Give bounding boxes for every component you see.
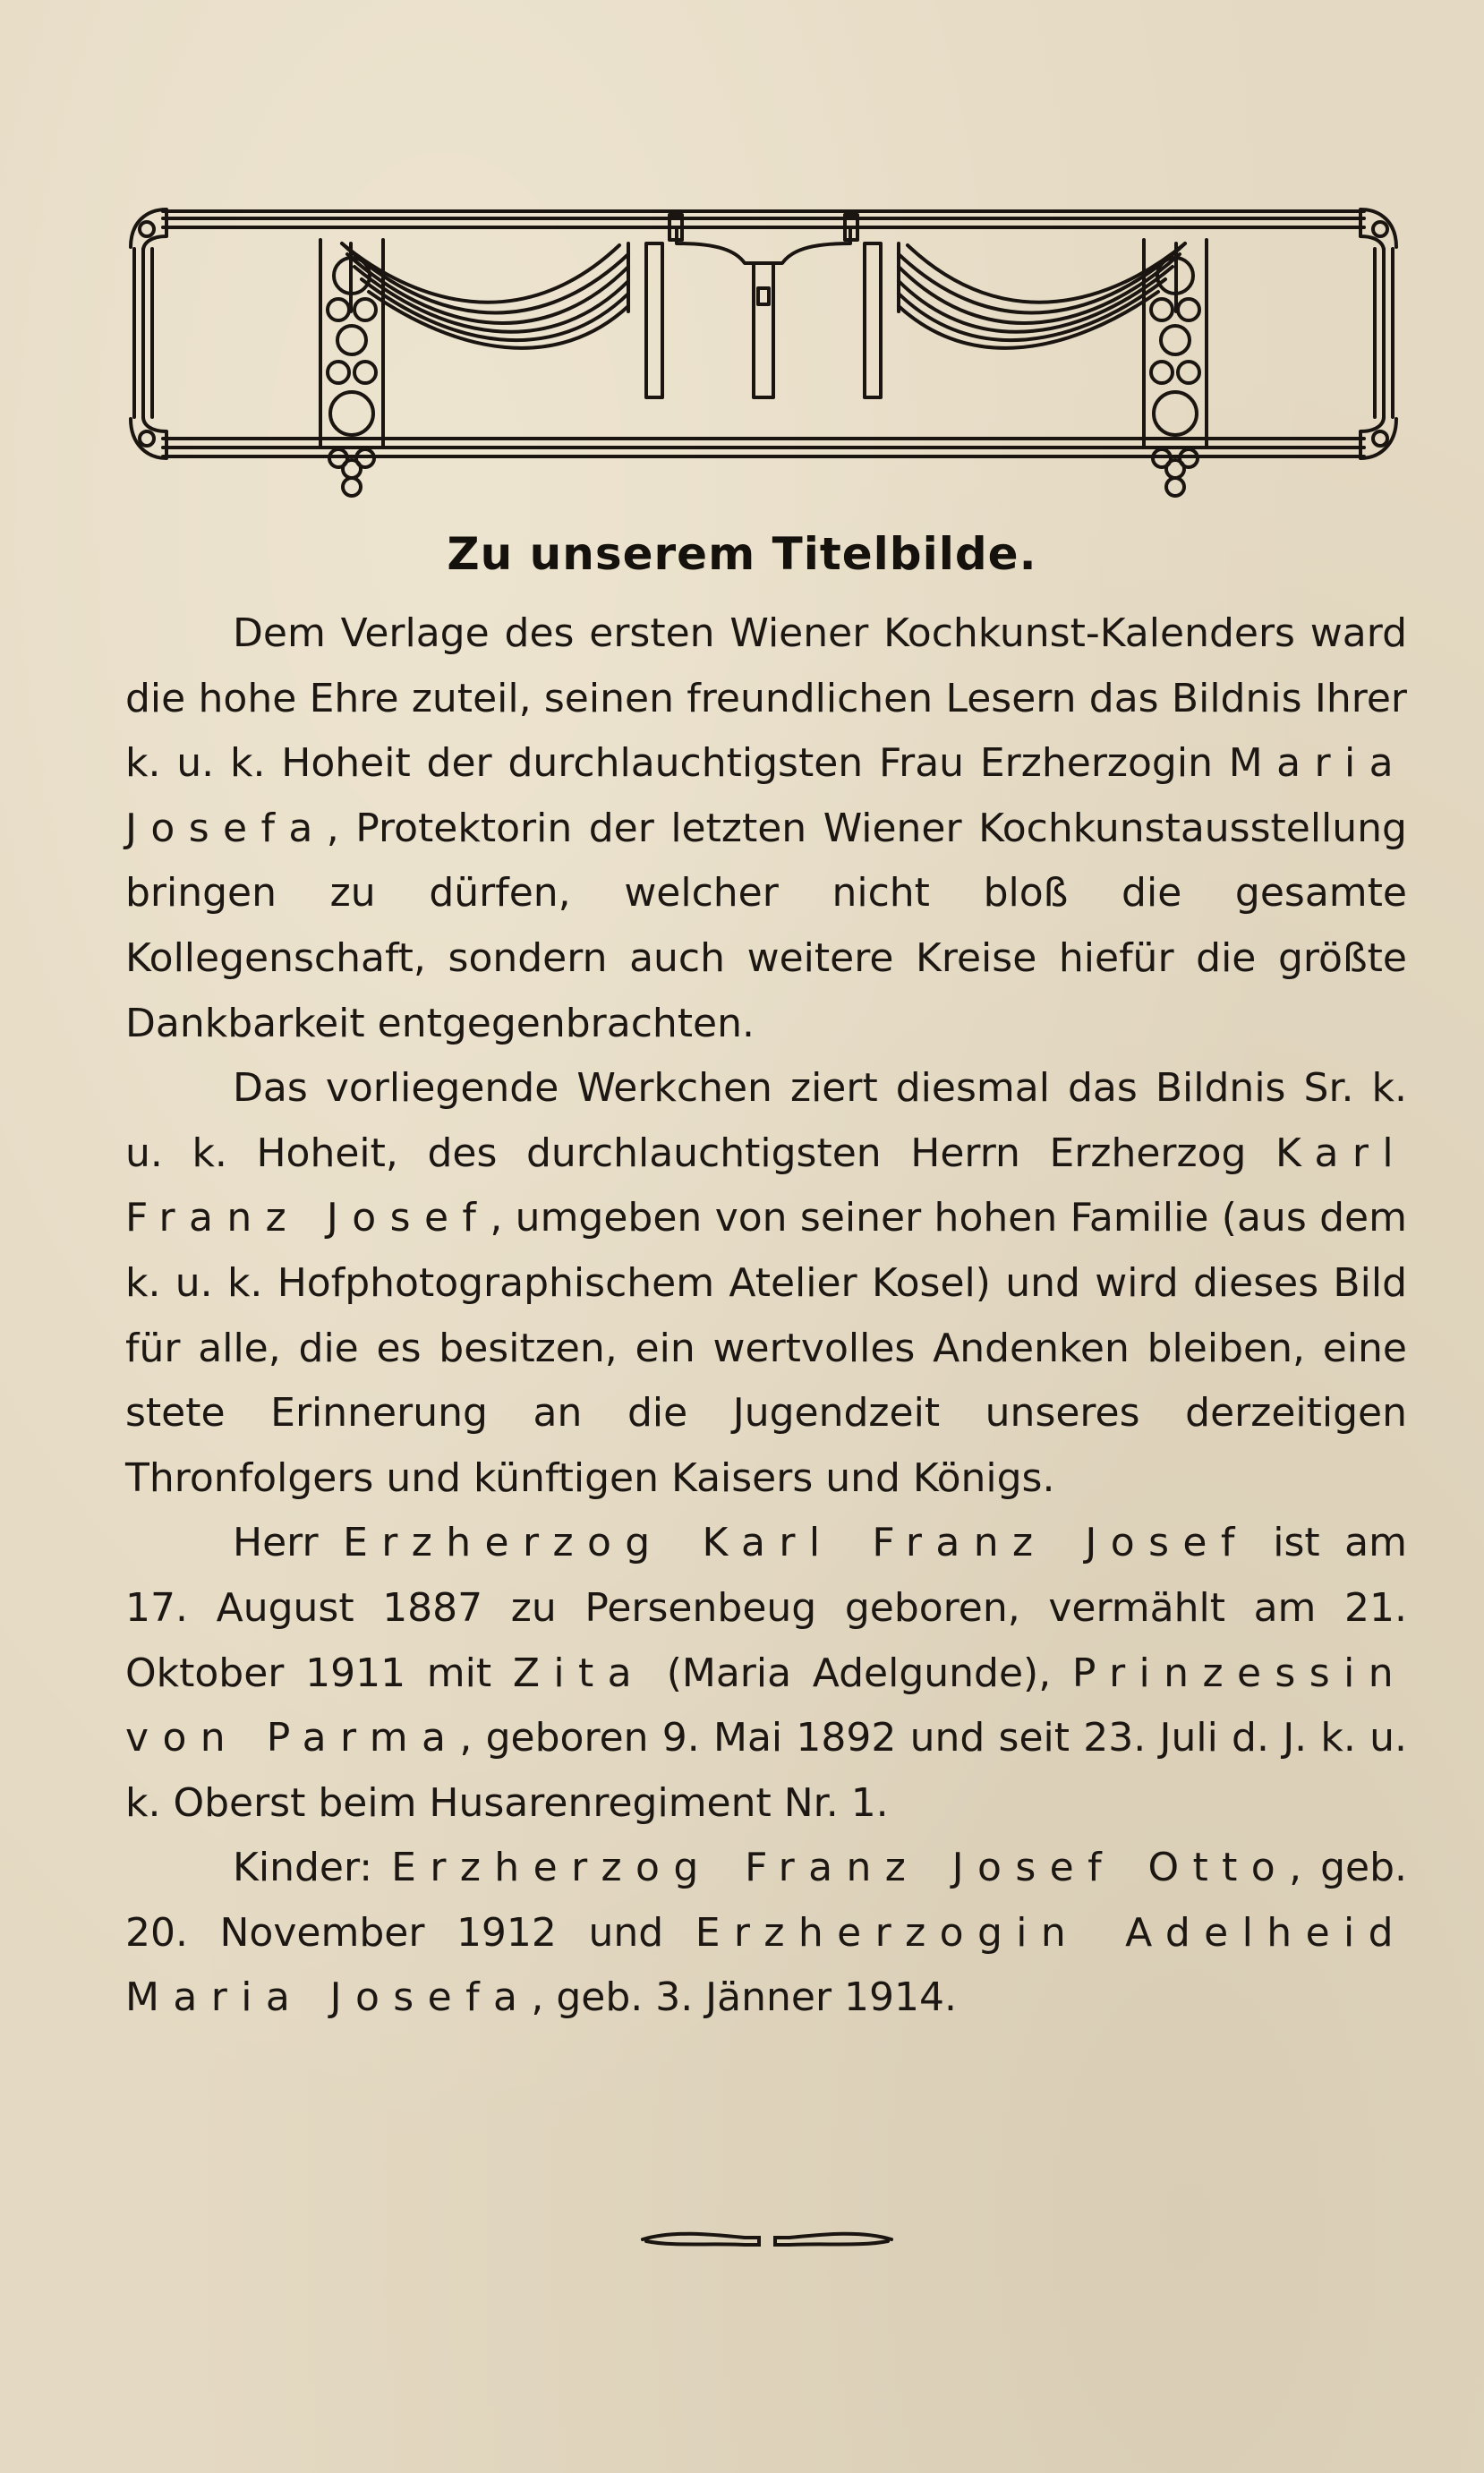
spaced-emphasis-text: Erzherzogin Adelheid Maria Josefa: [125, 1909, 1407, 2021]
paragraph-text: Kinder:: [233, 1845, 392, 1891]
spaced-emphasis-text: Prinzessin von Parma: [125, 1650, 1407, 1761]
article-paragraph: [125, 601, 1407, 1056]
article-body: [125, 601, 1407, 2031]
paragraph-text: (Maria Adelgunde),: [645, 1650, 1072, 1696]
flourish-divider-icon: [637, 2225, 897, 2254]
article-paragraph: [125, 1056, 1407, 1511]
paragraph-text: , umgeben von seiner hohen Familie (aus dem k. u. k. Hofphotographischem Atelier Kosel) und wird dieses Bild für alle, die es besitzen, ein wertvolles Andenken bleiben, eine stete Erinnerung an die Jugendzeit unseres derzeitigen Thronfolgers und künftigen Kaisers und Königs.: [125, 1195, 1407, 1501]
spaced-emphasis-text: Maria Josefa: [125, 740, 1407, 851]
drapery-frame-ornament-icon: [127, 204, 1400, 501]
page-title: Zu unserem Titelbilde.: [447, 528, 1037, 580]
spaced-emphasis-text: Zita: [512, 1650, 645, 1696]
article-paragraph: [125, 1836, 1407, 2031]
spaced-emphasis-text: Erzherzog Franz Josef Otto: [391, 1845, 1290, 1891]
paragraph-text: , geb. 20. November 1912 und: [125, 1845, 1408, 1956]
paragraph-text: Das vorliegende Werkchen ziert diesmal das Bildnis Sr. k. u. k. Hoheit, des durchlauchtigsten Herrn Erzherzog: [125, 1065, 1407, 1176]
spaced-emphasis-text: Karl Franz Josef: [125, 1130, 1407, 1241]
spaced-emphasis-text: Erzherzog Karl Franz Josef: [343, 1520, 1249, 1566]
paragraph-text: , Protektorin der letzten Wiener Kochkunstausstellung bringen zu dürfen, welcher nicht bloß die gesamte Kollegenschaft, sondern auch weitere Kreise hiefür die größte Dankbarkeit entgegenbrachten.: [125, 805, 1407, 1046]
paragraph-text: Herr: [233, 1520, 344, 1566]
paragraph-text: Dem Verlage des ersten Wiener Kochkunst-Kalenders ward die hohe Ehre zuteil, seinen freundlichen Lesern das Bildnis Ihrer k. u. k. Hoheit der durchlauchtigsten Frau Erzherzogin: [125, 610, 1407, 787]
paragraph-text: ist am 17. August 1887 zu Persenbeug geboren, vermählt am 21. Oktober 1911 mit: [125, 1520, 1407, 1696]
article-paragraph: [125, 1511, 1407, 1836]
paragraph-text: , geb. 3. Jänner 1914.: [531, 1974, 958, 2021]
paragraph-text: , geboren 9. Mai 1892 und seit 23. Juli d. J. k. u. k. Oberst beim Husarenregiment Nr. 1.: [125, 1715, 1407, 1826]
